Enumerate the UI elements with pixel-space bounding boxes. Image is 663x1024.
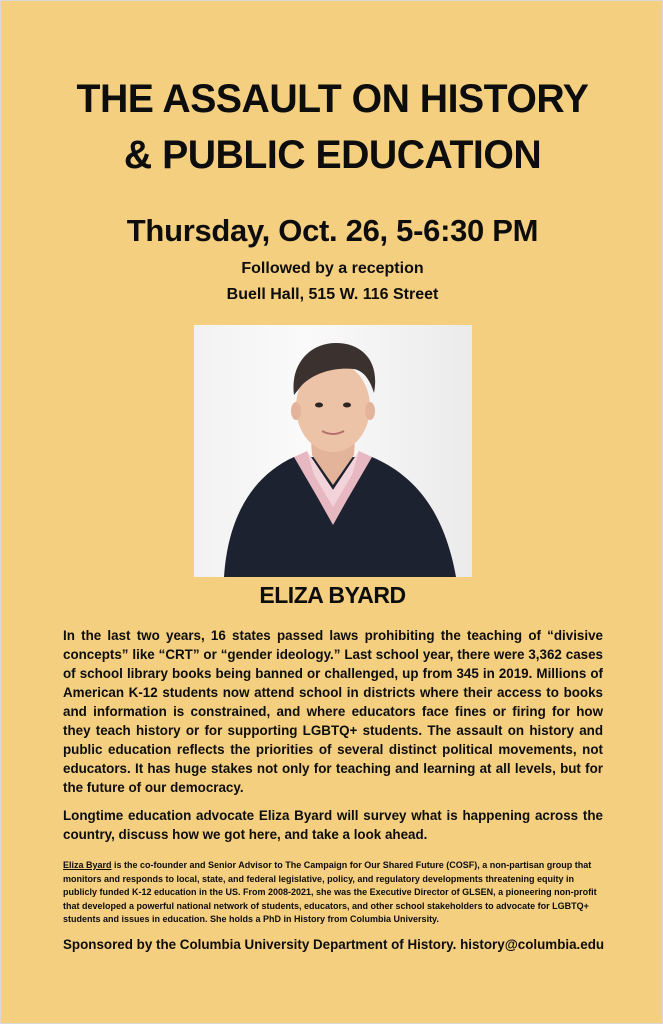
speaker-portrait-illustration xyxy=(194,325,472,577)
description-paragraph-1: In the last two years, 16 states passed laws prohibiting the teaching of “divisive concepts” like “CRT” or “gender ideology.” Last school year, there were 3,362 cases of school library books being banned or challenged, up from 345 in 2019. Millions of American K-12 students now attend school in districts where their access to books and information is constrained, and where educators face fines or firing for how they teach history or for supporting LGBTQ+ students. The assault on history and public education reflects the priorities of several distinct political movements, not educators. It has huge stakes not only for teaching and learning at all levels, but for the future of our democracy. xyxy=(63,628,603,795)
bio-text: is the co-founder and Senior Advisor to The Campaign for Our Shared Future (COSF), a non-partisan group that monitors and responds to local, state, and federal legislative, policy, and regulatory developments threatening equity in publicly funded K-12 education in the US. From 2008-2021, she was the Executive Director of GLSEN, a pioneering non-profit that developed a powerful national network of students, educators, and other school stakeholders to advocate for LGBTQ+ students and issues in education. She holds a PhD in History from Columbia University. xyxy=(63,860,597,924)
speaker-name: ELIZA BYARD xyxy=(259,582,406,608)
poster-title xyxy=(8,71,658,183)
event-datetime: Thursday, Oct. 26, 5-6:30 PM xyxy=(126,213,539,248)
event-reception: Followed by a reception xyxy=(241,260,424,277)
title-line-1: THE ASSAULT ON HISTORY xyxy=(76,77,589,121)
bio-speaker-name: Eliza Byard xyxy=(63,860,112,870)
description-paragraph-2: Longtime education advocate Eliza Byard will survey what is happening across the country, discuss how we got here, and take a look ahead. xyxy=(63,808,603,842)
speaker-photo xyxy=(194,325,472,577)
title-line-2: & PUBLIC EDUCATION xyxy=(123,133,542,177)
event-location: Buell Hall, 515 W. 116 Street xyxy=(226,286,439,303)
speaker-bio xyxy=(63,859,603,927)
sponsor-line: Sponsored by the Columbia University Department of History. history@columbia.edu xyxy=(63,937,605,952)
